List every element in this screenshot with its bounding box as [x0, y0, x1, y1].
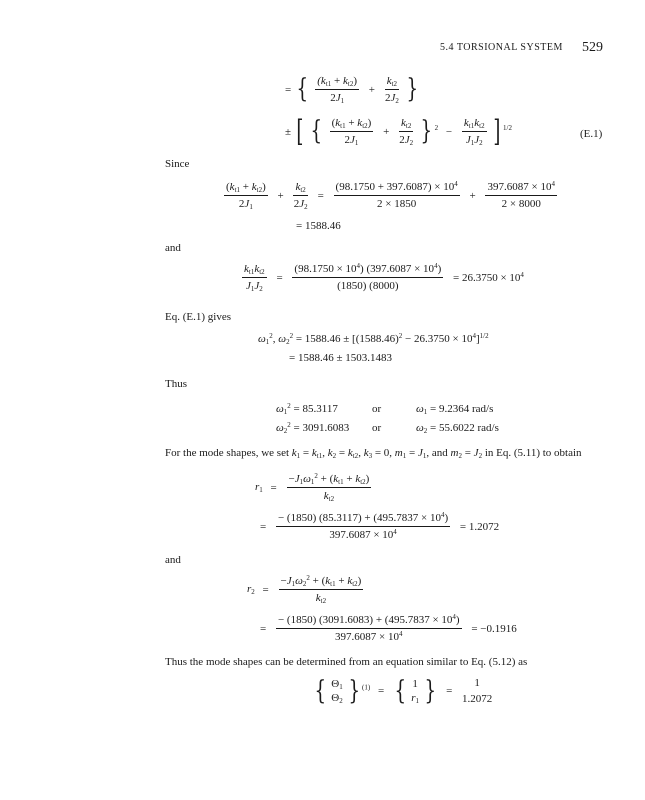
equation-omega2: $\omega_2 = 55.6022$ rad/s: [416, 422, 499, 435]
fraction: $\frac{k_{t2}}{2J_2}$: [293, 181, 308, 211]
or-text: or: [372, 422, 382, 434]
fraction: $\frac{k_{t2}}{2J_2}$: [384, 75, 399, 105]
equation-r2-values: = $\frac{- (1850) (3091.6083) + (495.7837 \times 10^4)}{397.6087 \times 10^4}$ = −0.1916: [260, 613, 517, 643]
fraction: 1 1.2072: [462, 677, 493, 705]
fraction: $\frac{- (1850) (85.3117) + (495.7837 \times 10^4)}{397.6087 \times 10^4}$: [277, 511, 449, 541]
fraction: $\frac{(k_{t1} + k_{t2})}{2J_1}$: [317, 75, 357, 105]
equation-sum: $\frac{(k_{t1} + k_{t2})}{2J_1}$ + $\frac{k_{t2}}{2J_2}$ = $\frac{(98.1750 + 397.6087) \times 10^4}{2 \times 1850}$ + $\frac{397.6087 \times 10^4}{2 \times 8000}$: [226, 180, 555, 211]
paragraph-since: Since: [165, 158, 190, 170]
fraction: $\frac{397.6087 \times 10^4}{2 \times 8000}$: [487, 180, 555, 210]
equation-r1-values: = $\frac{- (1850) (85.3117) + (495.7837 \times 10^4)}{397.6087 \times 10^4}$ = 1.2072: [260, 511, 500, 541]
equation-omega2-squared: $\omega_2^2 = 3091.6083$: [276, 421, 350, 435]
fraction: $\frac{k_{t2}}{2J_2}$: [399, 117, 414, 147]
equation-omega-2: = 1588.46 ± 1503.1483: [289, 352, 392, 364]
fraction: $\frac{k_{t1}k_{t2}}{J_1J_2}$: [463, 117, 485, 147]
equation-label: (E.1): [580, 128, 603, 140]
equation-omega1-squared: $\omega_1^2 = 85.3117$: [276, 402, 338, 416]
equation-product: $\frac{k_{t1}k_{t2}}{J_1J_2}$ = $\frac{(98.1750 \times 10^4) (397.6087 \times 10^4)}{(1850) (8000)}$ = $26.3750 \times 10^4$: [244, 262, 524, 293]
equation-line-1: = { $\frac{(k_{t1} + k_{t2})}{2J_1}$ + $\frac{k_{t2}}{2J_2}$ }: [285, 74, 418, 105]
fraction: $\frac{(k_{t1} + k_{t2})}{2J_1}$: [331, 117, 372, 147]
equation-omega1: $\omega_1 = 9.2364$ rad/s: [416, 403, 494, 416]
paragraph-and: and: [165, 242, 181, 254]
fraction: $\frac{- (1850) (3091.6083) + (495.7837 \times 10^4)}{397.6087 \times 10^4}$: [277, 613, 460, 643]
or-text: or: [372, 403, 382, 415]
fraction: $\frac{(k_{t1} + k_{t2})}{2J_1}$: [226, 181, 266, 211]
paragraph-mode-shapes: For the mode shapes, we set $k_1 = k_{t1}$, $k_2 = k_{t2}$, $k_3 = 0$, $m_1 = J_1$, and $m_2 = J_2$ in Eq. (5.11) to obtain: [165, 447, 582, 460]
equation-r2: $r_2$ = $\frac{-J_1\omega_2^2 + (k_{t1} + k_{t2})}{k_{t2}}$: [247, 574, 362, 605]
fraction: $\frac{-J_1\omega_1^2 + (k_{t1} + k_{t2})}{k_{t2}}$: [288, 472, 370, 503]
equation-line-2: ± [ { $\frac{(k_{t1} + k_{t2})}{2J_1}$ + $\frac{k_{t2}}{2J_2}$ } $^2$ − $\frac{k_{t1}k_{t2}}{J_1J_2}$ ] $^{1/2}$: [285, 113, 512, 149]
equation-sum-result: = 1588.46: [296, 220, 341, 232]
fraction: $\frac{k_{t1}k_{t2}}{J_1J_2}$: [244, 263, 265, 293]
fraction: $\frac{(98.1750 \times 10^4) (397.6087 \times 10^4)}{(1850) (8000)}$: [294, 262, 442, 292]
running-header: 5.4 TORSIONAL SYSTEM: [440, 42, 563, 53]
paragraph-eq-gives: Eq. (E.1) gives: [165, 311, 231, 323]
paragraph-and-2: and: [165, 554, 181, 566]
equation-omega-1: $\omega_1^2$, $\omega_2^2 = 1588.46 \pm [(1588.46)^2 - 26.3750 \times 10^4]^{1/2}$: [258, 332, 489, 346]
fraction: $\frac{-J_1\omega_2^2 + (k_{t1} + k_{t2})}{k_{t2}}$: [280, 574, 362, 605]
paragraph-thus: Thus: [165, 378, 187, 390]
page-number: 529: [582, 40, 603, 55]
fraction: $\frac{(98.1750 + 397.6087) \times 10^4}{2 \times 1850}$: [335, 180, 458, 210]
equation-r1: $r_1$ = $\frac{-J_1\omega_1^2 + (k_{t1} + k_{t2})}{k_{t2}}$: [255, 472, 370, 503]
equation-mode-vector: { $\Theta_1$ $\Theta_2$ } $^{(1)}$ = { 1 $r_1$ } = 1 1.2072: [314, 675, 493, 706]
paragraph-final: Thus the mode shapes can be determined from an equation similar to Eq. (5.12) as: [165, 656, 528, 668]
